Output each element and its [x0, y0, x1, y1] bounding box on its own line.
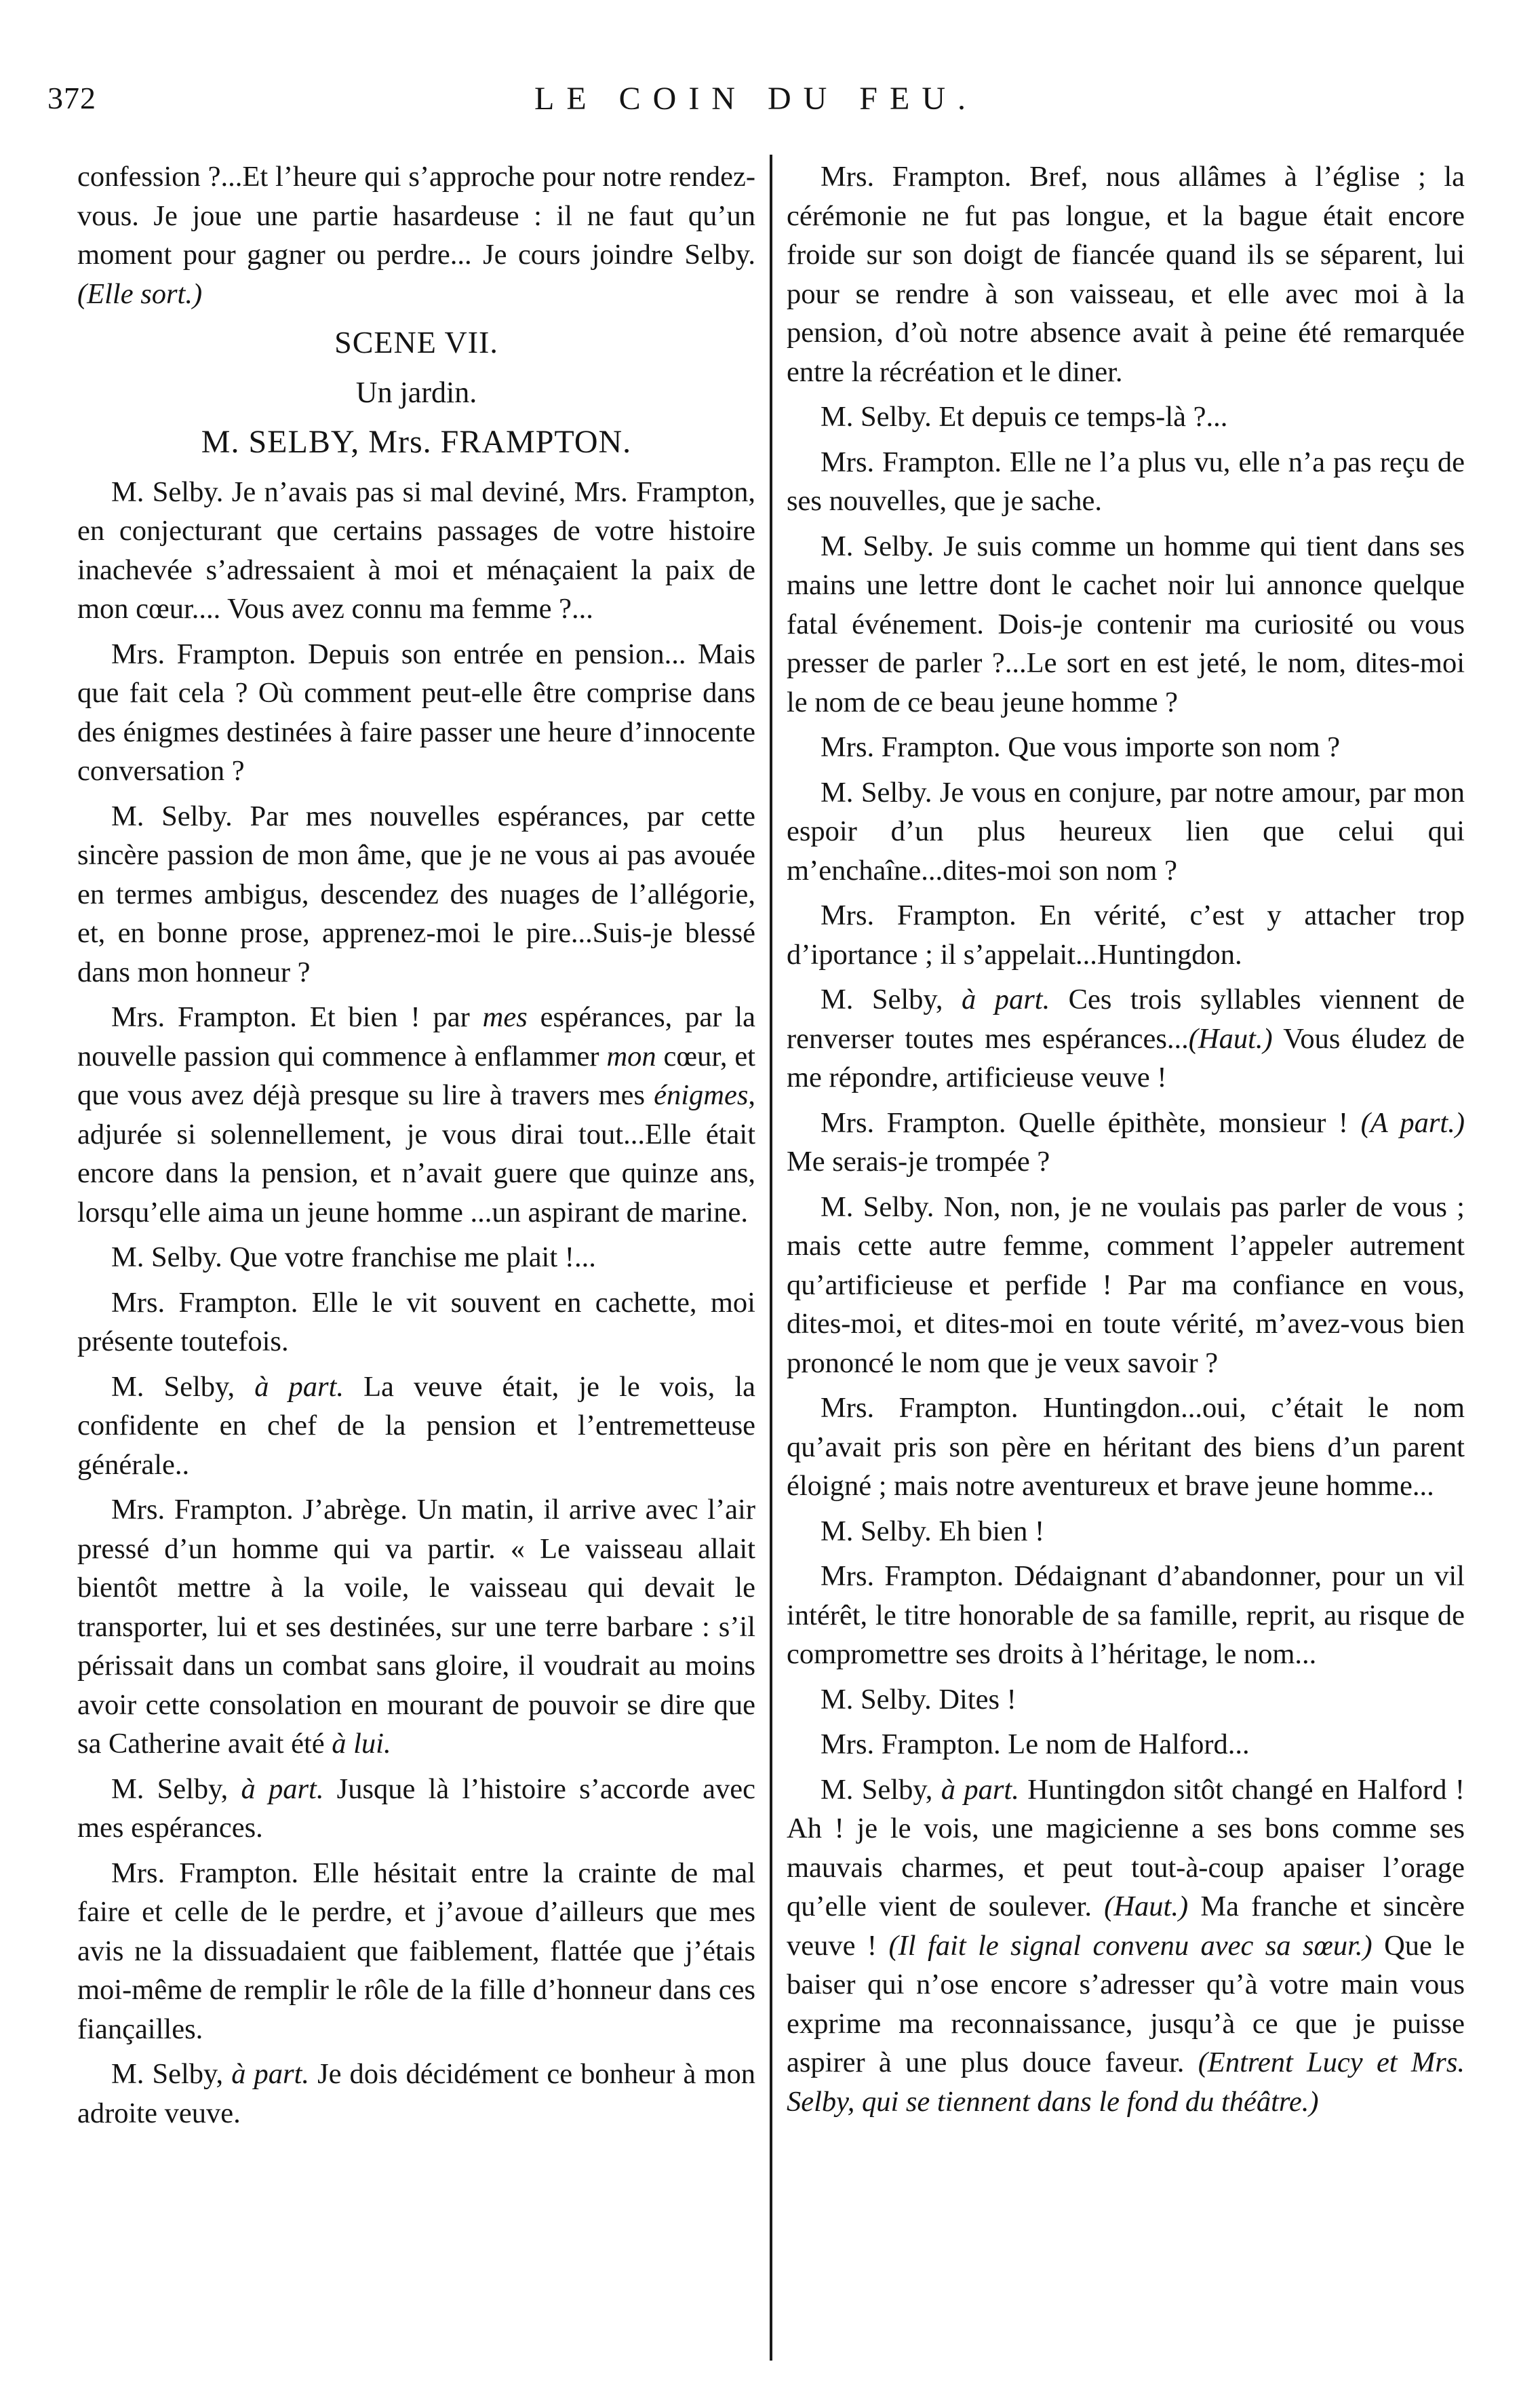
stage-direction: à part.: [254, 1370, 344, 1403]
paragraph-text: La veuve était, je le vois, la confidente en chef de la pension et l’entremetteuse générale..: [77, 1370, 755, 1481]
paragraph-text: Ces trois syllables viennent de renverser toutes mes espérances...: [787, 984, 1465, 1055]
paragraph: M. Selby. Je suis comme un homme qui tient dans ses mains une lettre dont le cachet noir lui annonce quelque fatal événement. Dois-je contenir ma curiosité ou vous presser de parler ?...Le sort en est jeté, le nom, dites-moi le nom de ce beau jeune homme ?: [787, 530, 1465, 718]
paragraph: Mrs. Frampton. En vérité, c’est y attacher trop d’iportance ; il s’appelait...Huntingdon.: [787, 899, 1465, 971]
paragraph: Mrs. Frampton. Le nom de Halford...: [821, 1728, 1250, 1760]
paragraph-text: , adjurée si solennellement, je vous dirai tout...Elle était encore dans la pension, et n’avait guere que quinze ans, lorsqu’elle aima un jeune homme ...un aspirant de marine.: [77, 1079, 755, 1228]
paragraph: Mrs. Frampton. Elle le vit souvent en cachette, moi présente toutefois.: [77, 1286, 755, 1357]
running-title: LE COIN DU FEU.: [534, 81, 978, 117]
paragraph-text: Me serais-je trompée ?: [787, 1146, 1050, 1178]
paragraph: M. Selby. Dites !: [821, 1683, 1016, 1715]
paragraph: M. Selby. Eh bien !: [821, 1515, 1045, 1547]
stage-direction: à part.: [231, 2058, 310, 2090]
stage-direction: (Il fait le signal convenu avec sa sœur.): [888, 1929, 1373, 1962]
paragraph-text: Mrs. Frampton. Quelle épithète, monsieur !: [821, 1106, 1361, 1139]
paragraph-text: Vous éludez de me répondre, artificieuse veuve !: [787, 1022, 1465, 1093]
emphasis: mes: [482, 1001, 528, 1033]
paragraph-text: Que le baiser qui n’ose encore s’adresser qu’à votre main vous exprime ma reconnaissance, jusqu’à ce que je puisse aspirer à une plus douce faveur.: [787, 1929, 1465, 2078]
scene-setting: Un jardin.: [355, 375, 477, 409]
paragraph: M. Selby. Par mes nouvelles espérances, par cette sincère passion de mon âme, que je ne vous ai pas avouée en termes ambigus, descendez des nuages de l’allégorie, et, en bonne prose, apprenez-moi le pire...Suis-je blessé dans mon honneur ?: [77, 800, 755, 988]
paragraph: Mrs. Frampton. Depuis son entrée en pension... Mais que fait cela ? Où comment peut-elle être comprise dans des énigmes destinées à faire passer une heure d’innocente conversation ?: [77, 638, 755, 787]
paragraph-text: Mrs. Frampton. Et bien ! par: [111, 1001, 483, 1033]
column-divider: [770, 155, 772, 2361]
paragraph: Mrs. Frampton. Huntingdon...oui, c’était le nom qu’avait pris son père en héritant des biens d’un parent éloigné ; mais notre aventureux et brave jeune homme...: [787, 1392, 1465, 1502]
paragraph: Mrs. Frampton. Dédaignant d’abandonner, pour un vil intérêt, le titre honorable de sa famille, reprit, au risque de compromettre ses droits à l’héritage, le nom...: [787, 1560, 1465, 1670]
stage-direction: à part.: [241, 1772, 324, 1805]
paragraph: [787, 980, 1465, 1098]
paragraph: Mrs. Frampton. Que vous importe son nom ?: [821, 731, 1341, 763]
paragraph: M. Selby. Non, non, je ne voulais pas parler de vous ; mais cette autre femme, comment l’appeler autrement qu’artificieuse et perfide ! Par ma confiance en vous, dites-moi, et dites-moi en toute vérité, m’avez-vous bien prononcé le nom que je veux savoir ?: [787, 1190, 1465, 1379]
paragraph-text: Ma franche et sincère veuve !: [787, 1890, 1465, 1962]
stage-direction: (Haut.): [1188, 1022, 1273, 1055]
paragraph: [77, 1368, 755, 1485]
paragraph-text: espérances, par la nouvelle passion qui commence à enflammer: [77, 1001, 755, 1072]
scene-heading: SCENE VII.: [334, 325, 498, 360]
paragraph: M. Selby. Que votre franchise me plait !...: [111, 1241, 596, 1273]
paragraph: [787, 1770, 1465, 2122]
emphasis: mon: [606, 1040, 656, 1072]
speaker: M. Selby,: [111, 1772, 241, 1805]
emphasis: à lui.: [332, 1728, 391, 1760]
speaker: M. Selby,: [111, 2058, 232, 2090]
paragraph-text: Je dois décidément ce bonheur à mon adroite veuve.: [77, 2058, 755, 2129]
paragraph: Mrs. Frampton. Elle ne l’a plus vu, elle n’a pas reçu de ses nouvelles, que je sache.: [787, 446, 1465, 517]
paragraph: M. Selby. Je n’avais pas si mal deviné, Mrs. Frampton, en conjecturant que certains passages de votre histoire inachevée s’adressaient à moi et ménaçaient la paix de mon cœur.... Vous avez connu ma femme ?...: [77, 476, 755, 625]
paragraph: Mrs. Frampton. Bref, nous allâmes à l’église ; la cérémonie ne fut pas longue, et la bague était encore froide sur son doigt de fiancée quand ils se séparent, lui pour se rendre à son vaisseau, et elle avec moi à la pension, d’où notre absence avait à peine été remarquée entre la récréation et le diner.: [787, 161, 1465, 388]
speaker: M. Selby,: [821, 1773, 941, 1806]
paragraph: Mrs. Frampton. Elle hésitait entre la crainte de mal faire et celle de le perdre, et j’avoue d’ailleurs que mes avis ne la dissuadaient que faiblement, flattée que j’étais moi-même de remplir le rôle de la fille d’honneur dans ces fiançailles.: [77, 1857, 755, 2045]
paragraph-text: Jusque là l’histoire s’accorde avec mes espérances.: [77, 1772, 755, 1844]
stage-direction: à part.: [962, 984, 1050, 1015]
paragraph-text: Mrs. Frampton. J’abrège. Un matin, il arrive avec l’air pressé d’un homme qui va partir. « Le vaisseau allait bientôt mettre à la voile, le vaisseau qui devait le transporter, lui et ses destinées, sur une terre barbare : s’il périssait dans un combat sans gloire, il voudrait au moins avoir cette consolation en mourant de pouvoir se dire que sa Catherine avait été: [77, 1494, 755, 1760]
paragraph: M. Selby. Et depuis ce temps-là ?...: [821, 401, 1228, 433]
paragraph: [77, 2055, 755, 2133]
stage-direction: (Haut.): [1104, 1890, 1189, 1922]
stage-direction: à part.: [941, 1773, 1019, 1806]
paragraph: [77, 1490, 755, 1764]
left-column: [77, 157, 755, 2139]
paragraph: M. Selby. Je vous en conjure, par notre amour, par mon espoir d’un plus heureux lien que celui qui m’enchaîne...dites-moi son nom ?: [787, 776, 1465, 887]
stage-direction: (Entrent Lucy et Mrs. Selby, qui se tiennent dans le fond du théâtre.): [787, 2047, 1465, 2118]
paragraph-text: confession ?...Et l’heure qui s’approche pour notre rendez-vous. Je joue une partie hasardeuse : il ne faut qu’un moment pour gagner ou perdre... Je cours joindre Selby.: [77, 161, 755, 271]
paragraph-text: Huntingdon sitôt changé en Halford ! Ah ! je le vois, une magicienne a ses bons comme ses mauvais charmes, et peut tout-à-coup apaiser l’orage qu’elle vient de soulever.: [787, 1773, 1465, 1922]
stage-direction: (A part.): [1360, 1106, 1465, 1139]
paragraph: [77, 1770, 755, 1848]
paragraph-text: cœur, et que vous avez déjà presque su lire à travers mes: [77, 1040, 755, 1111]
page-number: 372: [47, 81, 96, 115]
emphasis: énigmes: [654, 1079, 749, 1111]
paragraph: [77, 157, 755, 313]
paragraph: [77, 998, 755, 1232]
paragraph: [787, 1104, 1465, 1182]
scene-characters: M. SELBY, Mrs. FRAMPTON.: [201, 424, 632, 460]
page-header: [47, 80, 1465, 128]
speaker: M. Selby,: [821, 984, 962, 1015]
speaker: M. Selby,: [111, 1370, 255, 1403]
right-column: [787, 157, 1465, 2127]
stage-direction: (Elle sort.): [77, 277, 203, 310]
